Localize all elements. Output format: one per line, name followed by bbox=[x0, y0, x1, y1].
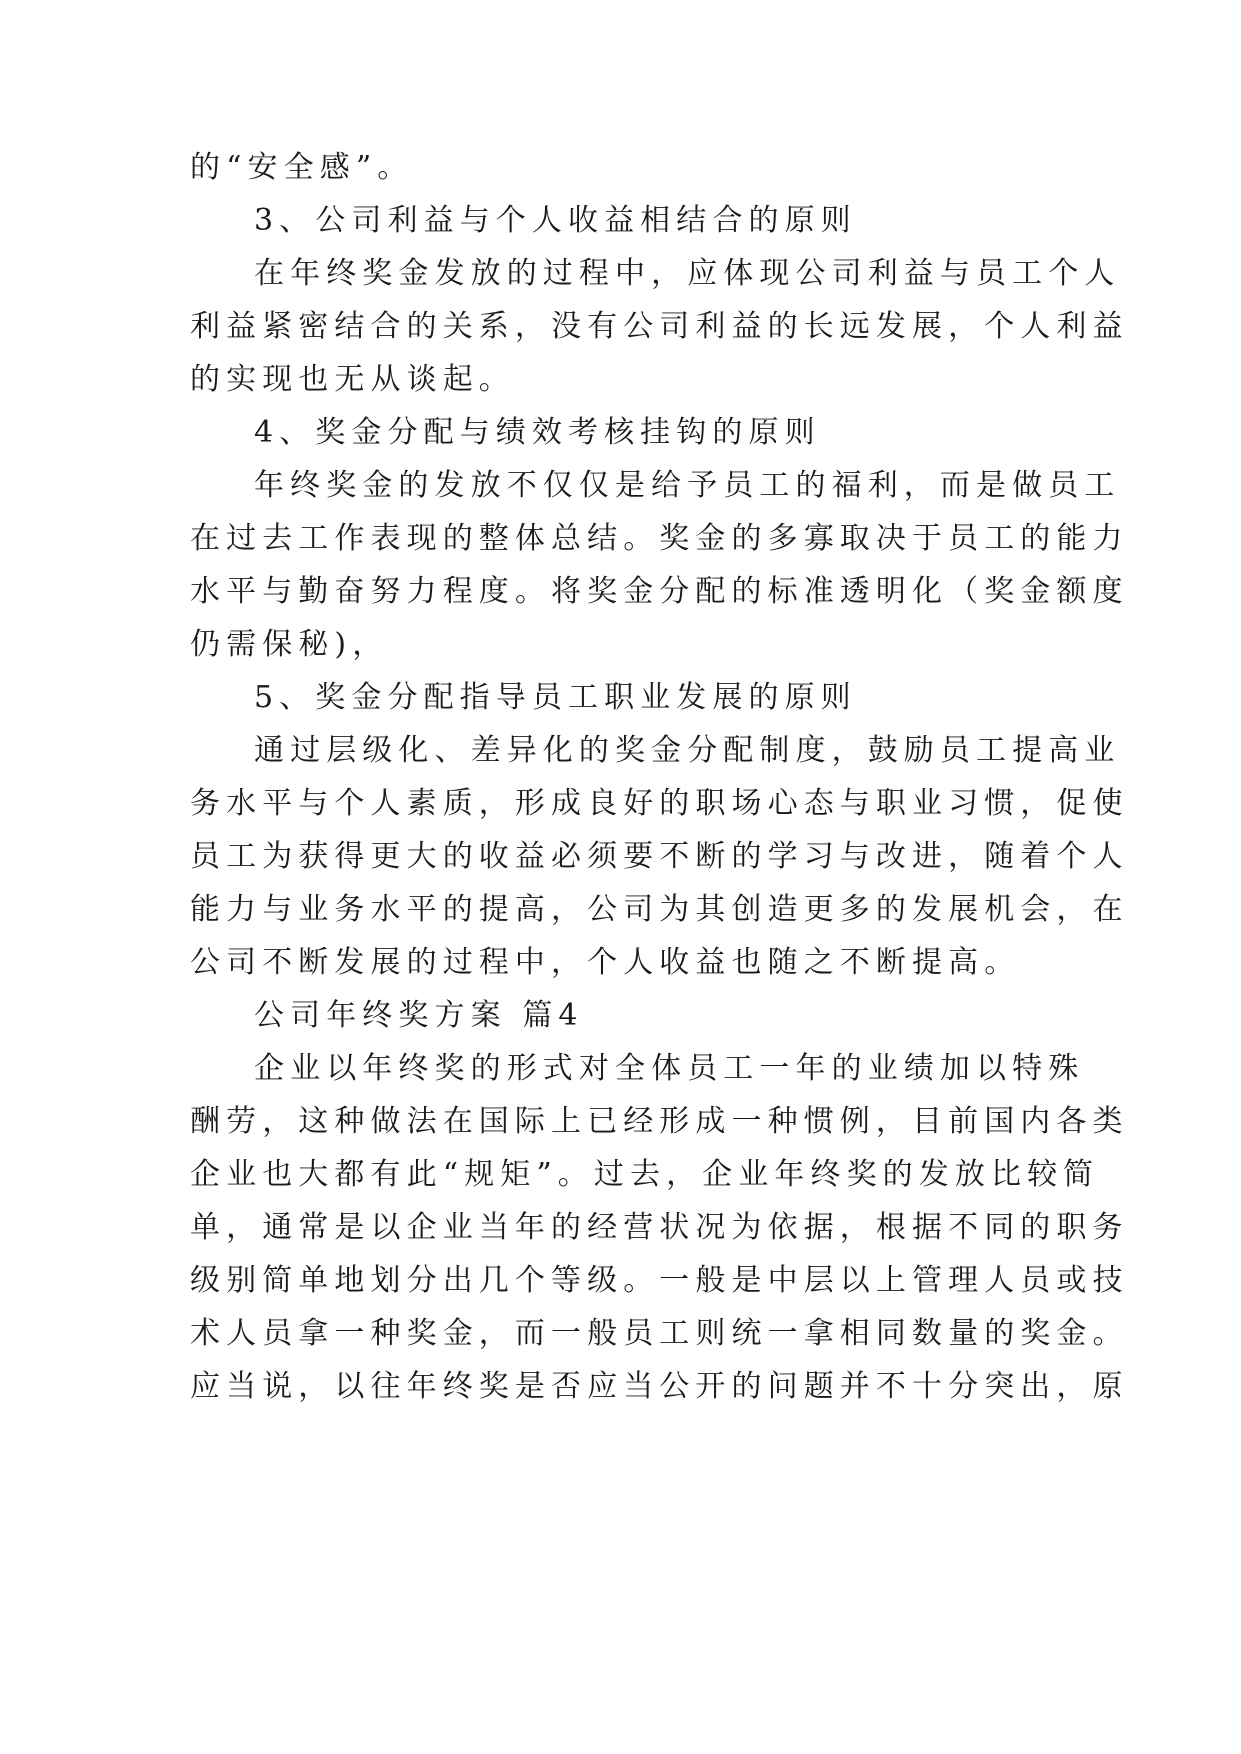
section-heading: 5、奖金分配指导员工职业发展的原则 bbox=[254, 680, 857, 715]
paragraph-line: 术人员拿一种奖金，而一般员工则统一拿相同数量的奖金。 bbox=[190, 1316, 1129, 1351]
paragraph-line: 能力与业务水平的提高，公司为其创造更多的发展机会，在 bbox=[190, 892, 1129, 927]
paragraph-line: 务水平与个人素质，形成良好的职场心态与职业习惯，促使 bbox=[190, 786, 1129, 821]
section-title: 公司年终奖方案 篇4 bbox=[254, 998, 584, 1033]
paragraph-line: 级别简单地划分出几个等级。一般是中层以上管理人员或技 bbox=[190, 1263, 1129, 1298]
paragraph-line: 应当说，以往年终奖是否应当公开的问题并不十分突出，原 bbox=[190, 1369, 1129, 1404]
paragraph-line: 通过层级化、差异化的奖金分配制度，鼓励员工提高业 bbox=[254, 733, 1121, 768]
section-heading: 3、公司利益与个人收益相结合的原则 bbox=[254, 203, 857, 238]
paragraph-line: 在过去工作表现的整体总结。奖金的多寡取决于员工的能力 bbox=[190, 521, 1129, 556]
paragraph-line: 水平与勤奋努力程度。将奖金分配的标准透明化（奖金额度 bbox=[190, 574, 1129, 609]
paragraph-line: 企业以年终奖的形式对全体员工一年的业绩加以特殊 bbox=[254, 1051, 1085, 1086]
paragraph-line: 的实现也无从谈起。 bbox=[190, 362, 515, 397]
paragraph-line: 仍需保秘)， bbox=[190, 627, 389, 662]
paragraph-line: 员工为获得更大的收益必须要不断的学习与改进，随着个人 bbox=[190, 839, 1129, 874]
paragraph-line: 在年终奖金发放的过程中，应体现公司利益与员工个人 bbox=[254, 256, 1121, 291]
paragraph-line: 企业也大都有此“规矩”。过去，企业年终奖的发放比较简 bbox=[190, 1157, 1100, 1192]
paragraph-line: 的“安全感”。 bbox=[190, 150, 414, 185]
paragraph-line: 单，通常是以企业当年的经营状况为依据，根据不同的职务 bbox=[190, 1210, 1129, 1245]
paragraph-line: 利益紧密结合的关系，没有公司利益的长远发展，个人利益 bbox=[190, 309, 1129, 344]
paragraph-line: 年终奖金的发放不仅仅是给予员工的福利，而是做员工 bbox=[254, 468, 1121, 503]
paragraph-line: 公司不断发展的过程中，个人收益也随之不断提高。 bbox=[190, 945, 1021, 980]
paragraph-line: 酬劳，这种做法在国际上已经形成一种惯例，目前国内各类 bbox=[190, 1104, 1129, 1139]
section-heading: 4、奖金分配与绩效考核挂钩的原则 bbox=[254, 415, 821, 450]
